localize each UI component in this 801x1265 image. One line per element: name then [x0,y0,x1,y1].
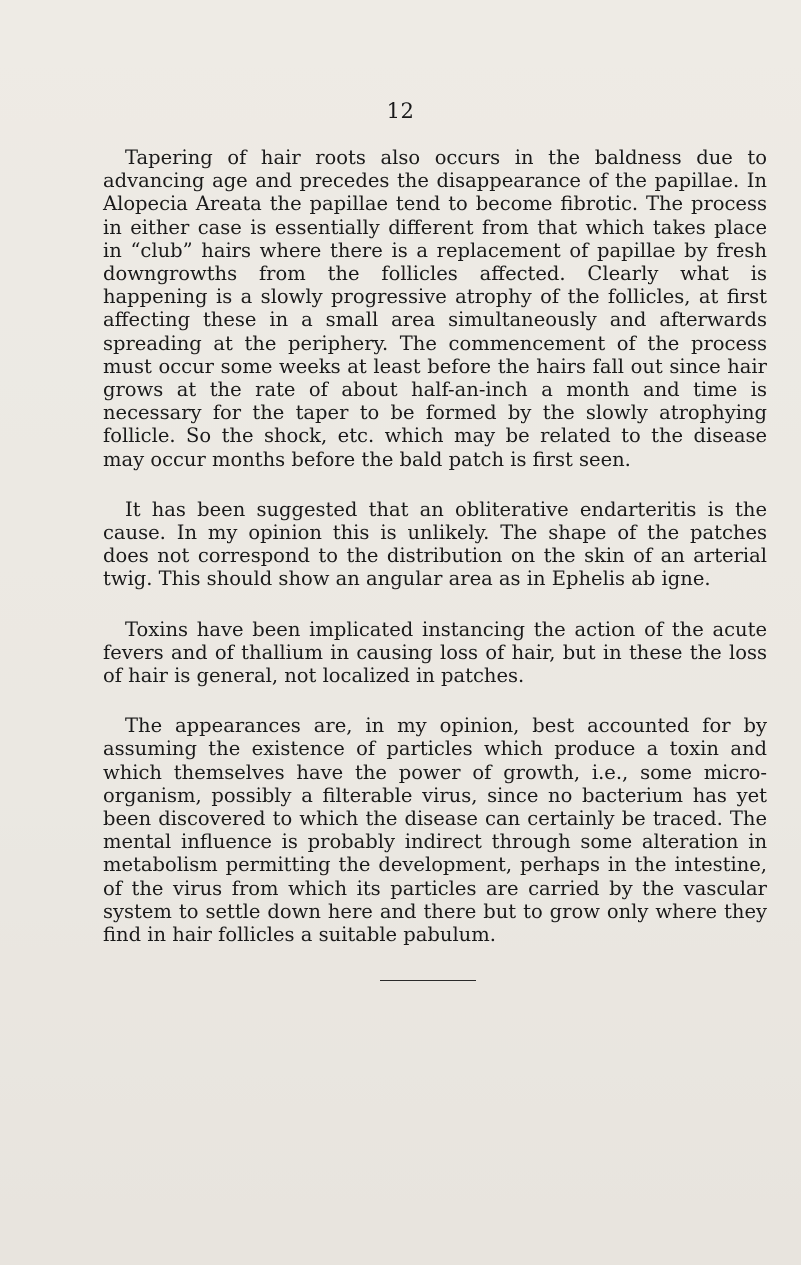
page-number: 12 [386,99,415,123]
paragraph-1: Tapering of hair roots also occurs in the baldness due to advancing age and precedes the disappearance of the papillae. In Alopecia Areata the papillae tend to become fibrotic. The process in either case is essentially different from that which takes place in “club” hairs where there is a replacement of papillae by fresh downgrowths from the follicles affected. Clearly what is happening is a slowly progressive atrophy of the follicles, at first affecting these in a small area simultaneously and afterwards spreading at the periphery. The commencement of the process must occur some weeks at least before the hairs fall out since hair grows at the rate of about half-an-inch a month and time is necessary for the taper to be formed by the slowly atrophying follicle. So the shock, etc. which may be related to the disease may occur months before the bald patch is first seen. [103,146,767,471]
paragraph-2: It has been suggested that an obliterative endarteritis is the cause. In my opinion this is unlikely. The shape of the patches does not correspond to the distribution on the skin of an arterial twig. This should show an angular area as in Ephelis ab igne. [103,497,767,591]
paragraph-3: Toxins have been implicated instancing the action of the acute fevers and of thallium in causing loss of hair, but in these the loss of hair is general, not localized in patches. [103,617,767,688]
paragraph-4: The appearances are, in my opinion, best accounted for by assuming the existence of particles which produce a toxin and which themselves have the power of growth, i.e., some micro-organism, possibly a filterable virus, since no bacterium has yet been discovered to which the disease can certainly be traced. The mental influence is probably indirect through some alteration in metabolism permitting the development, perhaps in the intestine, of the virus from which its particles are carried by the vascular system to settle down here and there but to grow only where they find in hair follicles a suitable pabulum. [103,714,767,947]
body-text [103,146,767,973]
section-divider-rule [380,980,476,981]
